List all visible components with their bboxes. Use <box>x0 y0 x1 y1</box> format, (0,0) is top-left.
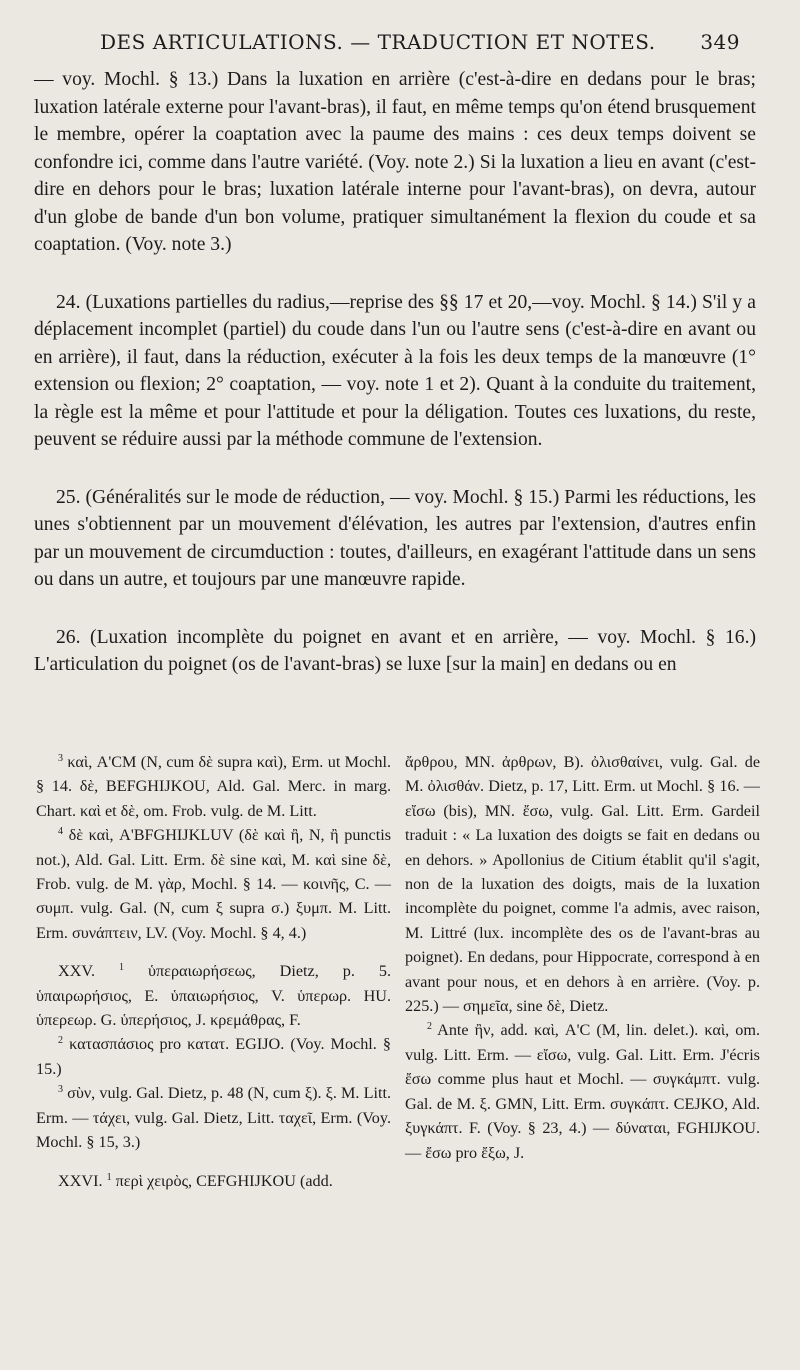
paragraph-23-continuation: — voy. Mochl. § 13.) Dans la luxation en arrière (c'est-à-dire en dedans pour le bras; luxation latérale externe pour l'avant-bras), il faut, en même temps qu'on étend brusquement le membre, opérer la coaptation avec la paume des mains : ces deux temps doivent se confondre ici, comme dans l'autre variété. (Voy. note 2.) Si la luxation a lieu en avant (c'est-dire en dehors pour le bras; luxation latérale interne pour l'avant-bras), on devra, autour d'un globe de bande d'un bon volume, pratiquer simultanément la flexion du coude et sa coaptation. (Voy. note 3.) <box>34 69 756 255</box>
paragraph-25: 25. (Généralités sur le mode de réduction, — voy. Mochl. § 15.) Parmi les réductions, les unes s'obtiennent par un mouvement d'élévation, les autres par l'extension, d'autres enfin par un mouvement de circumduction : toutes, d'ailleurs, en exagérant l'attitude dans un sens ou dans un autre, et toujours par une manœuvre rapide. <box>34 486 756 590</box>
header-title: DES ARTICULATIONS. — TRADUCTION ET NOTES. <box>100 30 656 54</box>
footnote: $^4$ δὲ καὶ, A'BFGHIJKLUV (δὲ καὶ ἢ, N, ἢ punctis not.), Ald. Gal. Litt. Erm. δὲ sine καὶ, M. καὶ sine δὲ, Frob. vulg. de M. γὰρ, Mochl. § 14. — κοινῆς, C. — συμπ. vulg. Gal. (N, cum ξ supra σ.) ξυμπ. M. Litt. Erm. συνάπτειν, LV. (Voy. Mochl. § 4, 4.) <box>36 826 392 942</box>
page-number: 349 <box>700 30 740 54</box>
running-header <box>100 30 740 54</box>
footnote: $^2$ κατασπάσιος pro κατατ. EGIJO. (Voy. Mochl. § 15.) <box>36 1035 391 1078</box>
footnotes-right-column <box>405 750 760 1193</box>
paragraph-24: 24. (Luxations partielles du radius,—reprise des §§ 17 et 20,—voy. Mochl. § 14.) S'il y a déplacement incomplet (partiel) du coude dans l'un ou l'autre sens (c'est-à-dire en avant ou en arrière), il faut, dans la réduction, exécuter à la fois les deux temps de la manœuvre (1° extension ou flexion; 2° coaptation, — voy. note 1 et 2). Quant à la conduite du traitement, la règle est la même et pour l'attitude et pour la déligation. Toutes ces luxations, du reste, peuvent se réduire aussi par la méthode commune de l'extension. <box>34 291 756 450</box>
footnote: XXVI. $^1$ περὶ χειρὸς, CEFGHIJKOU (add. <box>58 1171 333 1190</box>
paragraph-26: 26. (Luxation incomplète du poignet en avant et en arrière, — voy. Mochl. § 16.) L'articulation du poignet (os de l'avant-bras) se luxe [sur la main] en dedans ou en <box>34 626 756 675</box>
footnote: $^3$ σὺν, vulg. Gal. Dietz, p. 48 (N, cum ξ). ξ. M. Litt. Erm. — τάχει, vulg. Gal. Dietz, Litt. ταχεῖ, Erm. (Voy. Mochl. § 15, 3.) <box>36 1084 391 1152</box>
footnotes <box>36 750 760 1193</box>
footnote: ἄρθρου, MN. ἀρθρων, B). ὀλισθαίνει, vulg. Gal. de M. ὀλισθάν. Dietz, p. 17, Litt. Erm. ut Mochl. § 16. — εἴσω (bis), MN. ἔσω, vulg. Gal. Litt. Erm. Gardeil traduit : « La luxation des doigts se fait en dedans ou en dehors. » Apollonius de Citium établit qu'il s'agit, non de la luxation des doigts, mais de la luxation incomplète du poignet, comme l'a admis, avec raison, M. Littré (lux. incomplète des os de l'avant-bras au poignet). En dedans, pour Hippocrate, correspond à en avant pour nous, et en dehors à en arrière. (Voy. p. 225.) — σημεῖα, sine δὲ, Dietz. <box>405 753 760 1016</box>
footnote: XXV. $^1$ ὑπεραιωρήσεως, Dietz, p. 5. ὑπαιρωρήσιος, E. ὑπαιωρήσιος, V. ὑπερωρ. HU. ὑπερεωρ. G. ὑπερήσιος, J. κρεμάθρας, F. <box>36 962 391 1030</box>
footnote: $^3$ καὶ, A'CM (N, cum δὲ supra καὶ), Erm. ut Mochl. § 14. δὲ, BEFGHIJKOU, Ald. Gal. Merc. in marg. Chart. καὶ et δὲ, om. Frob. vulg. de M. Litt. <box>36 753 391 820</box>
main-text <box>34 66 756 679</box>
footnote: $^2$ Ante ἢν, add. καὶ, A'C (M, lin. delet.). καὶ, om. vulg. Litt. Erm. — εἴσω, vulg. Gal. Litt. Erm. J'écris ἔσω comme plus haut et Mochl. — συγκάμπτ. vulg. Gal. de M. ξ. GMN, Litt. Erm. συγκάπτ. CEJKO, Ald. ξυγκάπτ. F. (Voy. § 23, 4.) — δύναται, FGHIJKOU. — ἔσω pro ἔξω, J. <box>405 1021 760 1162</box>
footnotes-left-column <box>36 750 391 1193</box>
